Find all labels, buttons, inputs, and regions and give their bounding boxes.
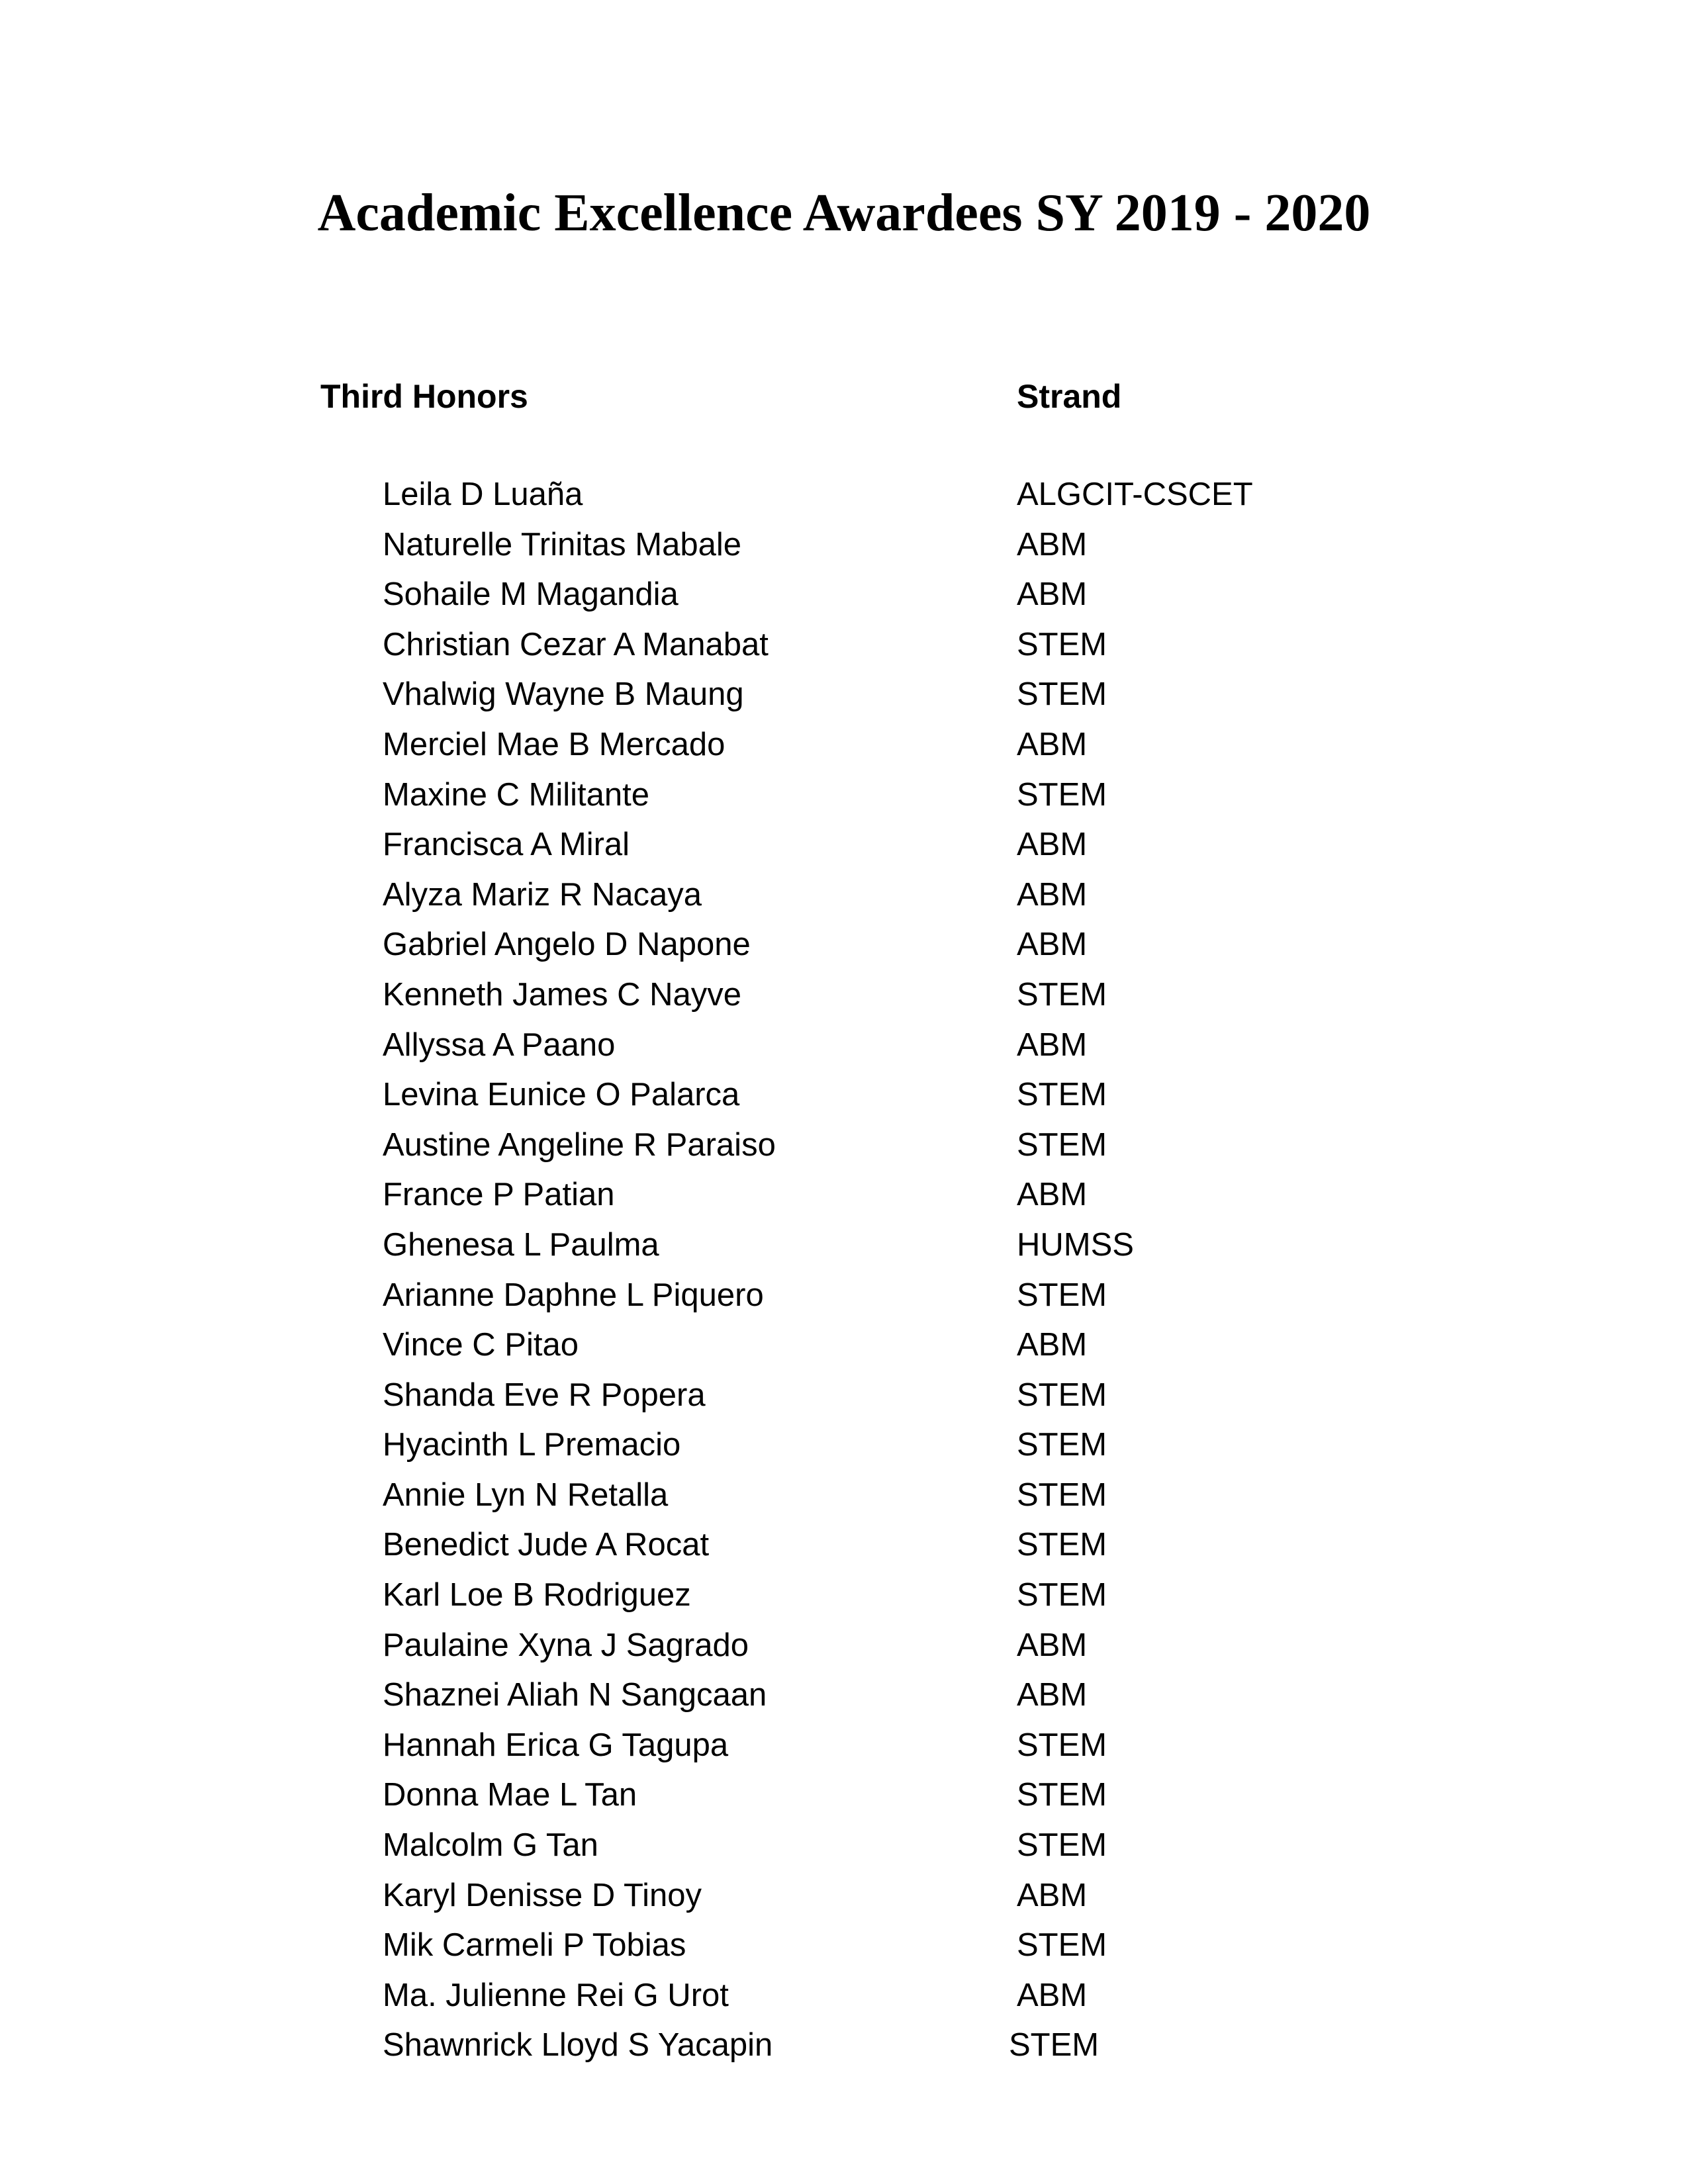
awardee-strand: STEM [1017,1577,1107,1614]
list-item [0,1120,1688,1171]
awardee-strand: ABM [1017,726,1088,762]
awardee-name: Maxine C Militante [383,776,650,813]
list-item [0,1770,1688,1821]
list-item [0,670,1688,720]
list-item [0,1721,1688,1771]
awardee-name: Levina Eunice O Palarca [383,1077,740,1113]
awardee-strand: ABM [1017,1627,1088,1663]
list-item [0,820,1688,870]
awardee-name: Shanda Eve R Popera [383,1377,706,1413]
awardee-name: Merciel Mae B Mercado [383,726,726,762]
awardee-strand: ABM [1017,876,1088,913]
awardee-strand: ABM [1017,1977,1088,2013]
awardee-name: Karl Loe B Rodriguez [383,1577,691,1614]
list-item [0,1021,1688,1071]
awardee-list [0,470,1688,2071]
list-item [0,1371,1688,1421]
awardee-name: Alyza Mariz R Nacaya [383,876,702,913]
awardee-strand: STEM [1017,1477,1107,1513]
list-item [0,470,1688,520]
awardee-name: Allyssa A Paano [383,1026,616,1063]
list-item [0,920,1688,970]
list-item [0,1070,1688,1120]
awardee-strand: STEM [1017,1777,1107,1813]
awardee-strand: STEM [1017,1077,1107,1113]
awardee-name: Hannah Erica G Tagupa [383,1727,729,1763]
awardee-strand: ABM [1017,1327,1088,1363]
awardee-name: Donna Mae L Tan [383,1777,637,1813]
awardee-strand: STEM [1017,626,1107,662]
awardee-strand: STEM [1017,1427,1107,1463]
awardee-strand: STEM [1017,1927,1107,1964]
list-item [0,520,1688,570]
list-item [0,2021,1688,2071]
list-item [0,1971,1688,2021]
list-item [0,1420,1688,1471]
awardee-strand: STEM [1017,1527,1107,1563]
awardee-strand: STEM [1017,976,1107,1013]
list-item [0,720,1688,770]
awardee-strand: HUMSS [1017,1226,1134,1263]
awardee-name: Malcolm G Tan [383,1827,598,1864]
awardee-strand: ABM [1017,1677,1088,1713]
awardee-strand: ABM [1017,1026,1088,1063]
list-item [0,1871,1688,1921]
list-item [0,1520,1688,1570]
awardee-name: Vhalwig Wayne B Maung [383,676,744,713]
awardee-strand: STEM [1017,1377,1107,1413]
list-item [0,1220,1688,1271]
awardee-name: Leila D Luaña [383,477,583,512]
awardee-strand: STEM [1017,1827,1107,1864]
list-item [0,1271,1688,1321]
honors-column-header: Third Honors [320,378,528,415]
awardee-name: Hyacinth L Premacio [383,1427,681,1463]
awardee-strand: STEM [1017,1277,1107,1313]
awardee-strand: ABM [1017,827,1088,863]
awardee-strand: STEM [1017,1727,1107,1763]
page-title: Academic Excellence Awardees SY 2019 - 2020 [317,184,1371,242]
awardee-strand: ABM [1017,576,1088,613]
awardee-name: Austine Angeline R Paraiso [383,1126,776,1163]
awardee-name: Vince C Pitao [383,1327,579,1363]
awardee-name: France P Patian [383,1177,615,1213]
list-item [0,1570,1688,1621]
list-item [0,1170,1688,1220]
awardee-name: Karyl Denisse D Tinoy [383,1877,702,1913]
awardee-strand: ABM [1017,927,1088,963]
awardee-name: Benedict Jude A Rocat [383,1527,710,1563]
awardee-strand: ABM [1017,1877,1088,1913]
awardee-name: Arianne Daphne L Piquero [383,1277,764,1313]
list-item [0,1921,1688,1971]
awardee-strand: STEM [1017,776,1107,813]
awardee-strand: STEM [1017,676,1107,713]
awardee-name: Shawnrick Lloyd S Yacapin [383,2027,773,2064]
awardee-name: Sohaile M Magandia [383,576,679,613]
list-item [0,620,1688,670]
awardee-name: Naturelle Trinitas Mabale [383,526,741,563]
awardee-name: Ma. Julienne Rei G Urot [383,1977,729,2013]
awardee-name: Kenneth James C Nayve [383,976,741,1013]
awardee-strand: ABM [1017,526,1088,563]
list-item [0,1320,1688,1371]
awardee-strand: ABM [1017,1177,1088,1213]
list-item [0,1471,1688,1521]
list-item [0,770,1688,821]
awardee-strand: STEM [1009,2027,1100,2064]
awardee-name: Annie Lyn N Retalla [383,1477,669,1513]
awardee-name: Gabriel Angelo D Napone [383,927,751,963]
awardee-name: Mik Carmeli P Tobias [383,1927,686,1964]
list-item [0,870,1688,921]
list-item [0,570,1688,620]
list-item [0,1621,1688,1671]
awardee-name: Christian Cezar A Manabat [383,626,769,662]
awardee-name: Shaznei Aliah N Sangcaan [383,1677,767,1713]
awardee-strand: ALGCIT-CSCET [1017,477,1253,512]
strand-column-header: Strand [1017,378,1122,415]
list-item [0,1821,1688,1871]
awardee-name: Francisca A Miral [383,827,630,863]
awardee-name: Ghenesa L Paulma [383,1226,659,1263]
awardee-name: Paulaine Xyna J Sagrado [383,1627,749,1663]
list-item [0,970,1688,1021]
list-item [0,1670,1688,1721]
awardee-strand: STEM [1017,1126,1107,1163]
